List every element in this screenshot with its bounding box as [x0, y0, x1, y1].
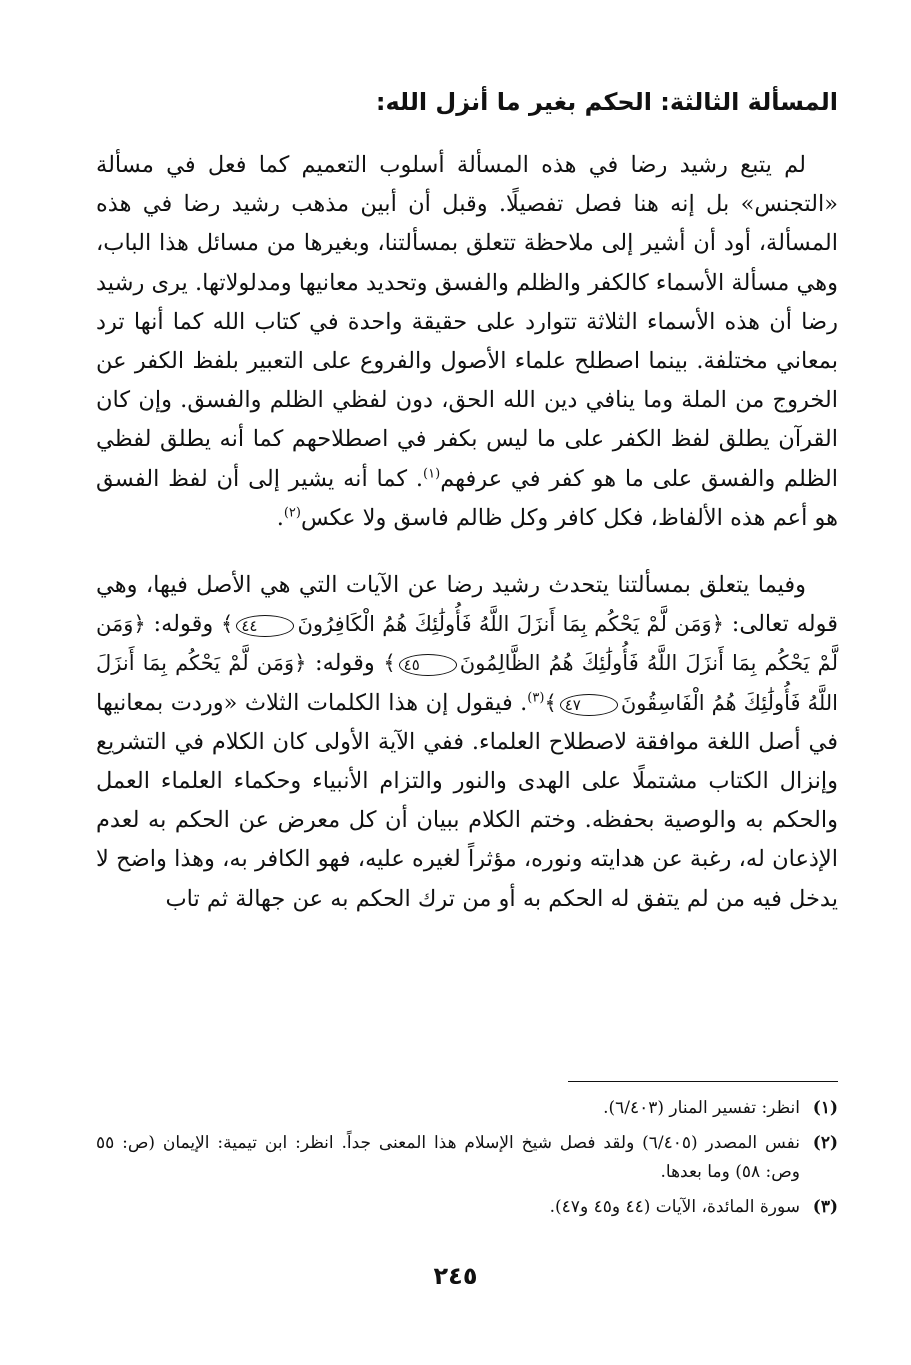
- footnote-ref-3[interactable]: (٣): [527, 690, 545, 706]
- footnote-divider: [568, 1081, 838, 1082]
- verse-44-close: ﴾: [221, 612, 234, 637]
- footnote-item: [96, 1129, 838, 1187]
- footnote-number: (٣): [812, 1197, 838, 1217]
- verse-47-close: ﴾: [544, 690, 557, 715]
- footnote-number: (١): [812, 1098, 838, 1118]
- footnote-text: سورة المائدة، الآيات (٤٤ و٤٥ و٤٧).: [549, 1197, 800, 1217]
- paragraph-2-link-2: وقوله:: [306, 650, 384, 677]
- footnote-ref-2[interactable]: (٢): [283, 505, 301, 521]
- paragraph-2-intro: وفيما يتعلق بمسألتنا يتحدث رشيد رضا عن الآيات التي هي الأصل فيها، وهي قوله تعالى:: [96, 572, 838, 638]
- footnote-ref-1[interactable]: (١): [423, 466, 441, 482]
- paragraph-1-middle: . كما أنه يشير إلى أن لفظ الفسق هو أعم هذه الألفاظ، فكل كافر وكل ظالم فاسق ولا عكس: [96, 465, 838, 531]
- paragraph-2-rest: . فيقول إن هذا الكلمات الثلاث «وردت بمعانيها في أصل اللغة موافقة لاصطلاح العلماء. ففي الآية الأولى كان الكلام في التشريع وإنزال الكتاب مشتملًا على الهدى والنور والتزام الأنبياء وحكماء العلماء العمل والحكم به والوصية بحفظه. وختم الكلام ببيان أن كل معرض عن الحكم به لعدم الإذعان له، رغبة عن هدايته ونوره، مؤثراً لغيره عليه، فهو الكافر به، وهذا واضح لا يدخل فيه من لم يتفق له الحكم به أو من ترك الحكم به عن جهالة ثم تاب: [96, 689, 838, 912]
- quran-verse-44: [221, 612, 724, 636]
- footnote-item: [96, 1193, 838, 1222]
- ayah-number-45: ٤٥: [399, 654, 457, 676]
- paragraph-1: [96, 146, 838, 538]
- ayah-number-47: ٤٧: [560, 694, 618, 716]
- paragraph-1-end: .: [276, 504, 284, 531]
- footnotes-section: [96, 1094, 838, 1228]
- verse-45-close: ﴾: [383, 651, 396, 676]
- page-number: ٢٤٥: [433, 1262, 478, 1290]
- paragraph-1-text: لم يتبع رشيد رضا في هذه المسألة أسلوب التعميم كما فعل في مسألة «التجنس» بل إنه هنا فصل تفصيلًا. وقبل أن أبين مذهب رشيد رضا في هذه المسألة، أود أن أشير إلى ملاحظة تتعلق بمسألتنا، وبغيرها من مسائل هذا الباب، وهي مسألة الأسماء كالكفر والظلم والفسق وتحديد معانيها ومدلولاتها. يرى رشيد رضا أن هذه الأسماء الثلاثة تتوارد على حقيقة واحدة في كتاب الله كما أنها ترد بمعاني مختلفة. بينما اصطلح علماء الأصول والفروع على التعبير بلفظ الكفر عن الخروج من الملة وما ينافي دين الله الحق، دون لفظي الظلم والفسق. وإن كان القرآن يطلق لفظ الكفر على ما ليس بكفر في اصطلاحهم كما أنه يطلق لفظي الظلم والفسق على ما هو كفر في عرفهم: [96, 152, 838, 492]
- footnote-text: انظر: تفسير المنار (٦/٤٠٣).: [603, 1098, 800, 1118]
- footnote-number: (٢): [812, 1133, 838, 1153]
- section-heading: المسألة الثالثة: الحكم بغير ما أنزل الله:: [375, 88, 838, 116]
- verse-44-text: ﴿وَمَن لَّمْ يَحْكُم بِمَا أَنزَلَ اللَّهُ فَأُولَٰئِكَ هُمُ الْكَافِرُونَ: [297, 612, 724, 637]
- page-body: [96, 82, 838, 919]
- verse-47-text: ﴿وَمَن لَّمْ يَحْكُم بِمَا أَنزَلَ اللَّهُ فَأُولَٰئِكَ هُمُ الْفَاسِقُونَ: [96, 651, 838, 715]
- verse-45-text: ﴿وَمَن لَّمْ يَحْكُم بِمَا أَنزَلَ اللَّهُ فَأُولَٰئِكَ هُمُ الظَّالِمُونَ: [96, 612, 839, 676]
- paragraph-2-link-1: وقوله:: [145, 611, 222, 638]
- paragraph-2: [96, 566, 838, 919]
- ayah-number-44: ٤٤: [236, 615, 294, 637]
- footnote-text: نفس المصدر (٦/٤٠٥) ولقد فصل شيخ الإسلام هذا المعنى جداً. انظر: ابن تيمية: الإيمان (ص: ٥٥ وص: ٥٨) وما بعدها.: [96, 1133, 800, 1182]
- footnote-item: [96, 1094, 838, 1123]
